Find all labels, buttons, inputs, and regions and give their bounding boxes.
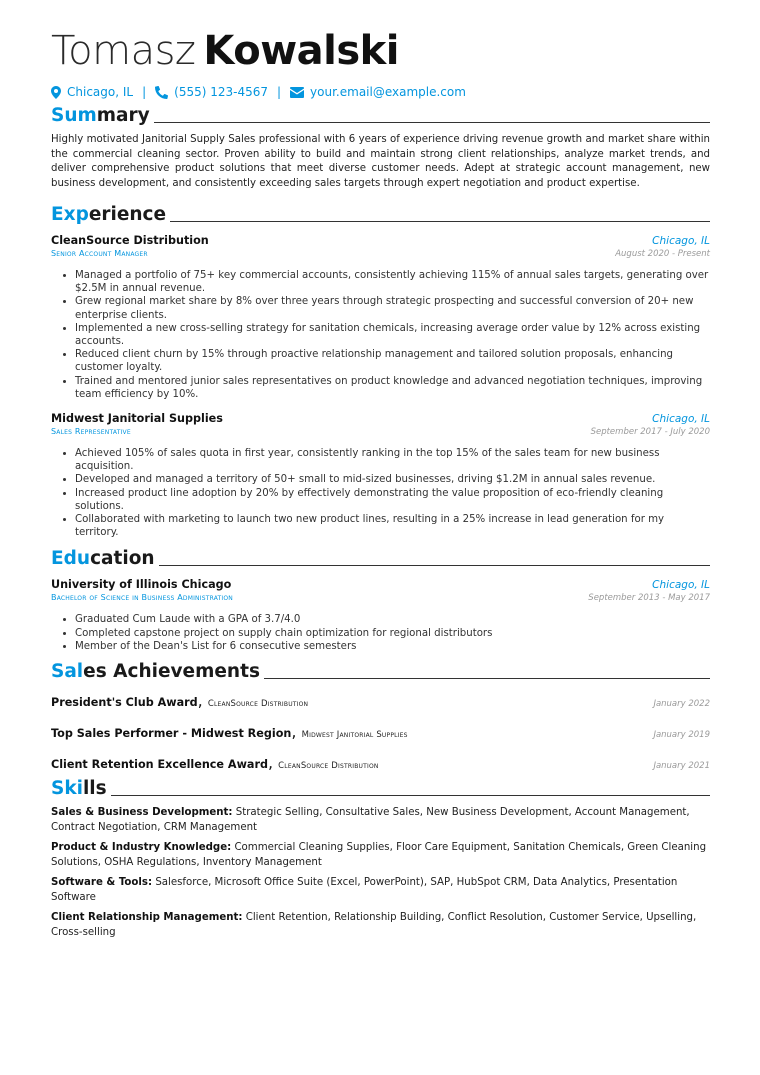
- contact-location: [51, 85, 133, 99]
- achievement-date: January 2021: [653, 761, 710, 772]
- skill-group: [51, 911, 710, 940]
- bullet-item: • Implemented a new cross-selling strategy for sanitation chemicals, increasing average order value by 12% across existing accounts.: [75, 322, 710, 348]
- separator: |: [277, 85, 282, 99]
- achievement-date: January 2019: [653, 730, 710, 741]
- achievement-date: January 2022: [653, 699, 710, 710]
- section-divider: [154, 122, 710, 123]
- job-bullets: [51, 269, 710, 401]
- contact-bar: [51, 85, 710, 99]
- summary-heading: [51, 105, 710, 127]
- phone-text: (555) 123-4567: [174, 85, 268, 99]
- skill-text: Commercial Cleaning Supplies, Floor Care Equipment, Sanitation Chemicals, Green Cleaning Solutions, OSHA Regulations, Inventory Management: [51, 842, 707, 868]
- education-bullets: [51, 613, 710, 653]
- bullet-item: • Managed a portfolio of 75+ key commercial accounts, consistently achieving 115% of annual sales targets, generating over $2.5M in annual revenue.: [75, 269, 710, 295]
- skill-text: Strategic Selling, Consultative Sales, New Business Development, Account Management, Contract Negotiation, CRM Management: [51, 807, 690, 833]
- map-pin-icon: [51, 86, 61, 99]
- job-location: Chicago, IL: [652, 413, 710, 426]
- envelope-icon: [290, 87, 304, 98]
- job-dates: August 2020 - Present: [615, 249, 710, 259]
- bullet-item: • Completed capstone project on supply chain optimization for regional distributors: [75, 627, 710, 640]
- school-location: Chicago, IL: [652, 579, 710, 592]
- job-bullets: [51, 447, 710, 539]
- achievement-title: Top Sales Performer - Midwest Region: [51, 727, 292, 741]
- bullet-item: • Achieved 105% of sales quota in first year, consistently ranking in the top 15% of the sales team for new business acquisition.: [75, 447, 710, 473]
- bullet-item: • Grew regional market share by 8% over three years through strategic prospecting and successful conversion of 20+ new enterprise clients.: [75, 295, 710, 321]
- skill-label: Client Relationship Management:: [51, 912, 243, 924]
- skill-group: [51, 806, 710, 835]
- skill-label: Product & Industry Knowledge:: [51, 842, 232, 854]
- achievement-item: Top Sales Performer - Midwest Region, Midwest Janitorial Supplies January 2019: [51, 722, 710, 742]
- education-entry: [51, 578, 710, 653]
- contact-phone[interactable]: [155, 85, 268, 99]
- summary-text: Highly motivated Janitorial Supply Sales professional with 6 years of experience driving revenue growth and market share within the commercial cleaning sector. Proven ability to build and maintain strong client relationships, analyze market trends, and deliver comprehensive product solutions that meet diverse customer needs. Adept at strategic account management, new business development, and consistently exceeding sales targets through expert negotiation and product expertise.: [51, 134, 710, 189]
- education-dates: September 2013 - May 2017: [588, 593, 710, 604]
- location-text: Chicago, IL: [67, 85, 134, 99]
- skill-group: [51, 876, 710, 905]
- job-dates: September 2017 - July 2020: [590, 427, 710, 438]
- phone-icon: [155, 86, 168, 99]
- education-heading: [51, 548, 710, 570]
- achievement-item: Client Retention Excellence Award, CleanSource Distribution January 2021: [51, 753, 710, 773]
- section-title: Education: [51, 548, 155, 570]
- degree: Bachelor of Science in Business Administration: [51, 593, 233, 603]
- skills-heading: [51, 778, 710, 800]
- skill-label: Sales & Business Development:: [51, 807, 233, 819]
- achievement-title: Client Retention Excellence Award: [51, 758, 268, 772]
- bullet-item: • Trained and mentored junior sales representatives on product knowledge and advanced negotiation techniques, improving team efficiency by 10%.: [75, 375, 710, 401]
- bullet-item: • Increased product line adoption by 20% by effectively demonstrating the value proposition of eco-friendly cleaning solutions.: [75, 487, 710, 513]
- separator: |: [142, 85, 147, 99]
- section-title: Experience: [51, 204, 167, 225]
- skill-label: Software & Tools:: [51, 877, 153, 889]
- achievement-org: CleanSource Distribution: [278, 761, 379, 772]
- skill-text: Client Retention, Relationship Building, Conflict Resolution, Customer Service, Upselling, Cross-selling: [51, 912, 697, 938]
- achievement-item: President's Club Award, CleanSource Distribution January 2022: [51, 691, 710, 711]
- bullet-item: • Collaborated with marketing to launch two new product lines, resulting in a 25% increase in lead generation for my territory.: [75, 513, 710, 539]
- section-title: Skills: [51, 778, 107, 800]
- skill-text: Salesforce, Microsoft Office Suite (Excel, PowerPoint), SAP, HubSpot CRM, Data Analytics, Presentation Software: [51, 877, 678, 903]
- section-title: Summary: [51, 105, 150, 126]
- email-link: your.email@example.com: [310, 85, 466, 99]
- section-title: Sales Achievements: [51, 661, 260, 683]
- bullet-item: • Graduated Cum Laude with a GPA of 3.7/4.0: [75, 613, 710, 626]
- section-divider: [264, 678, 710, 679]
- bullet-item: • Developed and managed a territory of 50+ small to mid-sized businesses, driving $1.2M in annual sales revenue.: [75, 473, 710, 486]
- skill-group: [51, 841, 710, 870]
- achievement-org: Midwest Janitorial Supplies: [301, 730, 408, 741]
- achievement-title: President's Club Award: [51, 696, 198, 710]
- resume-page: [51, 28, 710, 940]
- section-divider: [111, 795, 710, 796]
- contact-email[interactable]: [290, 85, 466, 99]
- last-name: Kowalski: [203, 28, 399, 74]
- achievements-heading: [51, 661, 710, 683]
- company-name: CleanSource Distribution: [51, 234, 209, 247]
- job-location: Chicago, IL: [652, 235, 710, 247]
- job-entry: [51, 234, 710, 401]
- job-title: Sales Representative: [51, 427, 131, 437]
- first-name: Tomasz: [51, 28, 196, 74]
- section-divider: [170, 221, 710, 222]
- candidate-name: [51, 28, 710, 74]
- achievement-org: CleanSource Distribution: [207, 699, 309, 710]
- job-title: Senior Account Manager: [51, 249, 148, 258]
- section-divider: [159, 565, 710, 566]
- bullet-item: • Reduced client churn by 15% through proactive relationship management and tailored solution proposals, enhancing customer loyalty.: [75, 348, 710, 374]
- company-name: Midwest Janitorial Supplies: [51, 412, 223, 426]
- bullet-item: • Member of the Dean's List for 6 consecutive semesters: [75, 640, 710, 653]
- school-name: University of Illinois Chicago: [51, 578, 232, 592]
- job-entry: [51, 412, 710, 539]
- experience-heading: [51, 204, 710, 226]
